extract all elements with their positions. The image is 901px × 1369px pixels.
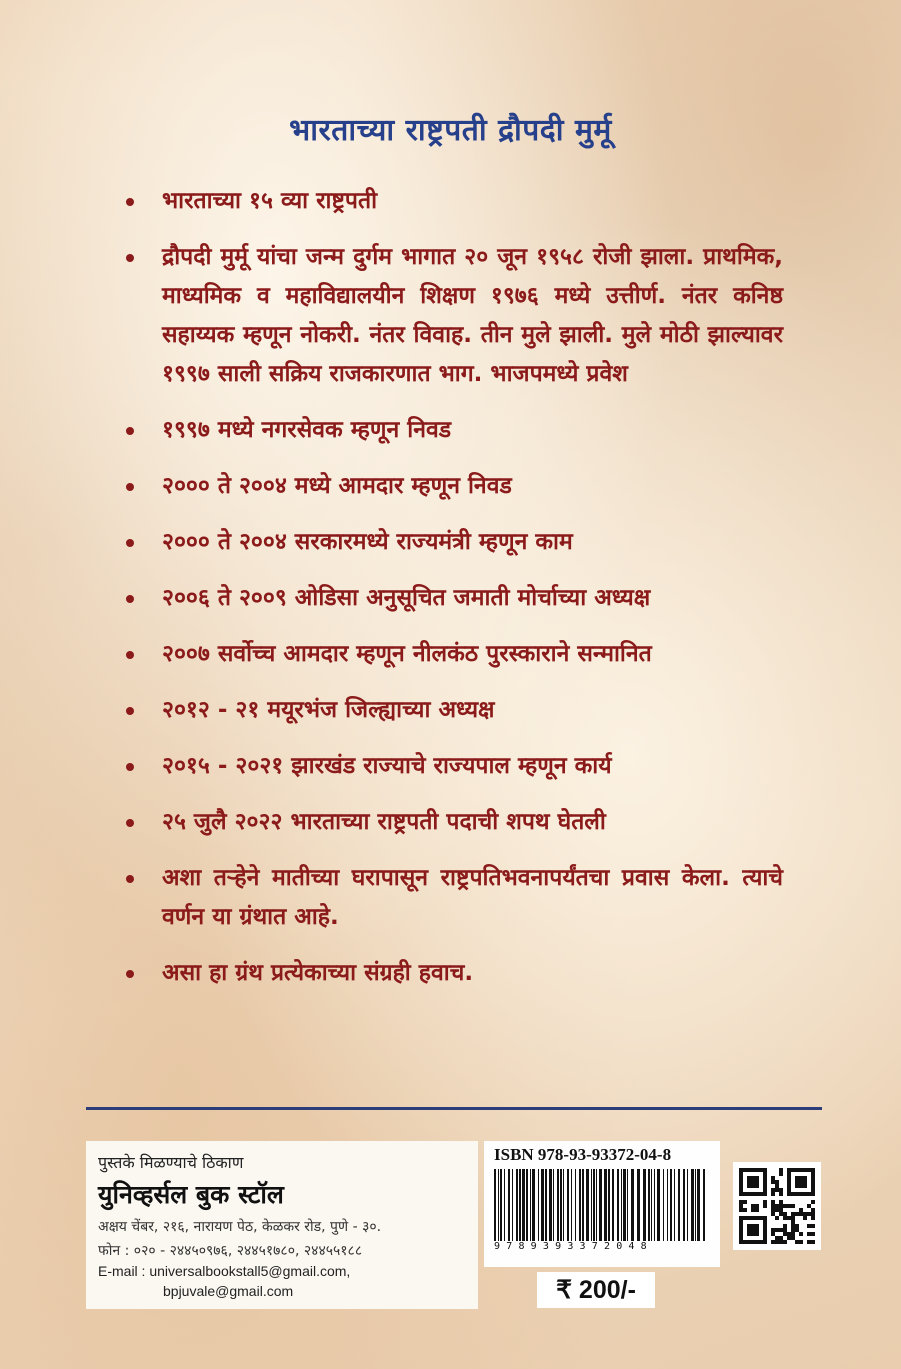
bullet-dot [126, 595, 134, 603]
list-item-text: अशा तऱ्हेने मातीच्या घरापासून राष्ट्रपतिभवनापर्यंतचा प्रवास केला. त्याचे वर्णन या ग्रंथात आहे. [162, 865, 783, 930]
list-item-text: २००० ते २००४ मध्ये आमदार म्हणून निवड [162, 473, 512, 499]
publisher-name: युनिव्हर्सल बुक स्टॉल [98, 1180, 284, 1209]
publisher-email-2: bpjuvale@gmail.com [163, 1283, 294, 1299]
highlights-list [118, 182, 783, 1010]
list-item [118, 635, 783, 674]
list-item [118, 859, 783, 937]
list-item [118, 411, 783, 450]
book-title: भारताच्या राष्ट्रपती द्रौपदी मुर्मू [289, 113, 612, 148]
list-item-text: असा हा ग्रंथ प्रत्येकाच्या संग्रही हवाच. [162, 960, 474, 986]
list-item-text: २००७ सर्वोच्च आमदार म्हणून नीलकंठ पुरस्काराने सन्मानित [162, 641, 652, 667]
bullet-dot [126, 254, 134, 262]
bullet-dot [126, 970, 134, 978]
bullet-dot [126, 427, 134, 435]
bullet-dot [126, 819, 134, 827]
list-item [118, 467, 783, 506]
publisher-email: E-mail : universalbookstall5@gmail.com, [98, 1263, 351, 1279]
isbn-digits: 9789393372048 [494, 1241, 653, 1252]
price-badge: ₹ 200/- [537, 1272, 655, 1308]
list-item-text: २००६ ते २००९ ओडिसा अनुसूचित जमाती मोर्चाच्या अध्यक्ष [162, 585, 651, 611]
publisher-address: अक्षय चेंबर, २१६, नारायण पेठ, केळकर रोड, पुणे - ३०. [98, 1219, 382, 1235]
bullet-dot [126, 763, 134, 771]
list-item-text: २५ जुलै २०२२ भारताच्या राष्ट्रपती पदाची शपथ घेतली [162, 809, 606, 835]
list-item [118, 182, 783, 221]
list-item-text: द्रौपदी मुर्मू यांचा जन्म दुर्गम भागात २० जून १९५८ रोजी झाला. प्राथमिक, माध्यमिक व महाविद्यालयीन शिक्षण १९७६ मध्ये उत्तीर्ण. नंतर कनिष्ठ सहाय्यक म्हणून नोकरी. नंतर विवाह. तीन मुले झाली. मुले मोठी झाल्यावर १९९७ साली सक्रिय राजकारणात भाग. भाजपमध्ये प्रवेश [162, 244, 783, 387]
list-item [118, 691, 783, 730]
list-item-text: भारताच्या १५ व्या राष्ट्रपती [162, 188, 378, 214]
bullet-dot [126, 707, 134, 715]
list-item [118, 747, 783, 786]
divider-rule [86, 1107, 822, 1110]
list-item-text: २०१५ - २०२१ झारखंड राज्याचे राज्यपाल म्हणून कार्य [162, 753, 612, 779]
list-item-text: २००० ते २००४ सरकारमध्ये राज्यमंत्री म्हणून काम [162, 529, 573, 555]
isbn-box [484, 1141, 720, 1267]
barcode-icon [494, 1169, 710, 1241]
list-item [118, 803, 783, 842]
publisher-phone: फोन : ०२० - २४४५०९७६, २४४५१७८०, २४४५५१८८ [98, 1243, 363, 1259]
bullet-dot [126, 539, 134, 547]
publisher-box [86, 1141, 478, 1309]
qr-code-icon [739, 1168, 815, 1244]
bullet-dot [126, 483, 134, 491]
isbn-label: ISBN 978-93-93372-04-8 [494, 1145, 672, 1164]
list-item [118, 954, 783, 993]
bullet-dot [126, 198, 134, 206]
list-item [118, 523, 783, 562]
bullet-dot [126, 651, 134, 659]
publisher-heading: पुस्तके मिळण्याचे ठिकाण [98, 1153, 244, 1172]
list-item [118, 579, 783, 618]
list-item-text: १९९७ मध्ये नगरसेवक म्हणून निवड [162, 417, 452, 443]
list-item [118, 238, 783, 394]
qr-code [733, 1162, 821, 1250]
bullet-dot [126, 875, 134, 883]
list-item-text: २०१२ - २१ मयूरभंज जिल्ह्याच्या अध्यक्ष [162, 697, 495, 723]
